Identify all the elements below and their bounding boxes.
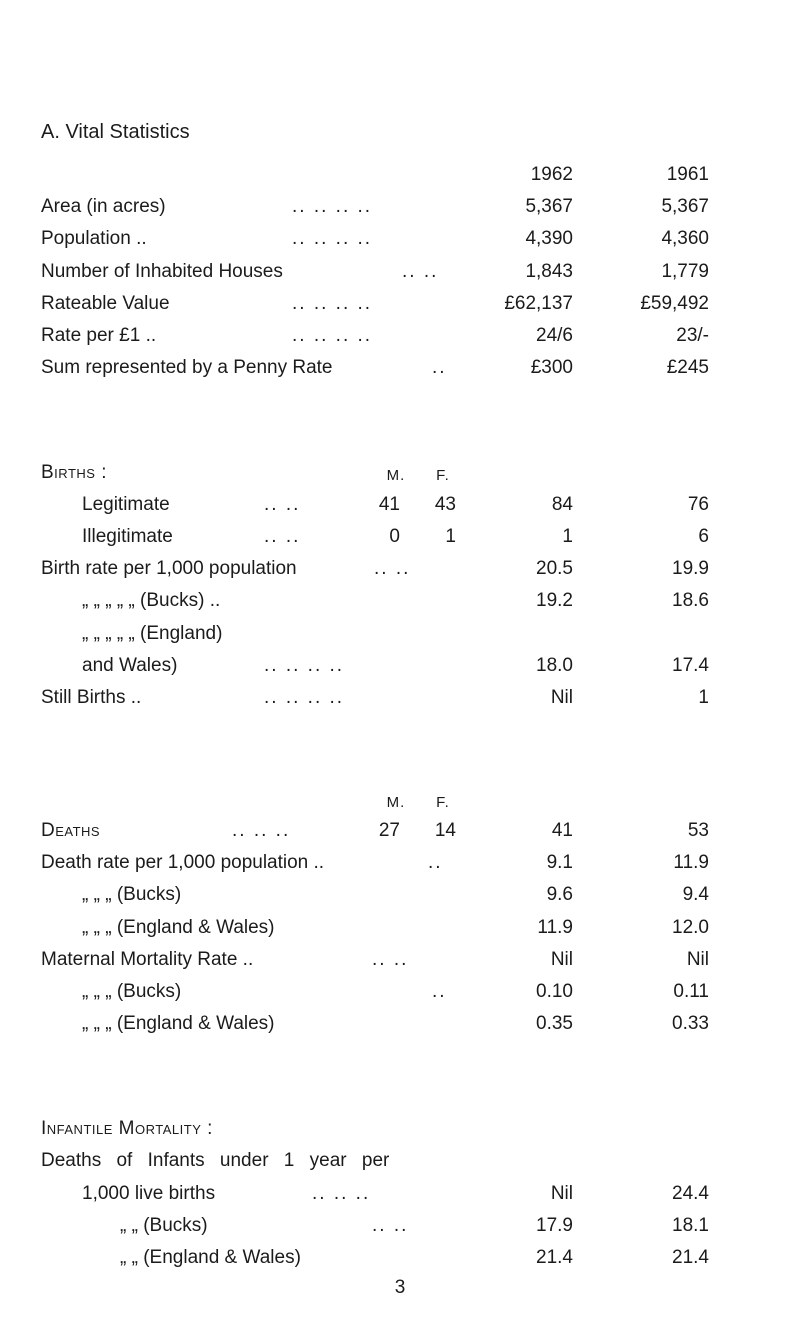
row-label-death-rate-bucks: „ „ „ (Bucks) (82, 884, 182, 905)
row-label-death-rate-england: „ „ „ (England & Wales) (82, 917, 275, 938)
leader-dots: .. .. .. (232, 820, 291, 841)
page-number: 3 (394, 1277, 406, 1298)
leader-dots: .. .. (264, 494, 301, 515)
value-1962: Nil (550, 687, 573, 708)
male-column-header: M. (386, 467, 406, 484)
row-label-infant-bucks: „ „ (Bucks) (120, 1215, 208, 1236)
value-1961: 4,360 (661, 228, 709, 249)
row-label-houses: Number of Inhabited Houses (41, 261, 283, 282)
leader-dots: .. .. .. .. (292, 293, 373, 314)
value-1961: 12.0 (672, 917, 709, 938)
value-1961: 18.6 (672, 590, 709, 611)
value-1962: 19.2 (536, 590, 573, 611)
value-1961: 6 (698, 526, 709, 547)
value-1961: 1 (698, 687, 709, 708)
row-label-legitimate: Legitimate (82, 494, 170, 515)
value-1962: 0.10 (536, 981, 573, 1002)
births-heading: Births : (41, 462, 107, 483)
value-1961: £245 (666, 357, 709, 378)
row-label-maternal-bucks: „ „ „ (Bucks) (82, 981, 182, 1002)
infantile-description: Deaths of Infants under 1 year per (41, 1150, 390, 1171)
male-column-header: M. (386, 794, 406, 811)
row-label-live-births: 1,000 live births (82, 1183, 216, 1204)
value-1961: 1,779 (661, 261, 709, 282)
value-1962: 0.35 (536, 1013, 573, 1034)
leader-dots: .. (428, 852, 443, 873)
value-1962: £300 (530, 357, 573, 378)
male-count: 27 (378, 820, 400, 841)
value-1962: 5,367 (525, 196, 573, 217)
value-1962: 9.1 (546, 852, 573, 873)
value-1962: 9.6 (546, 884, 573, 905)
leader-dots: .. .. (402, 261, 439, 282)
value-1962: 84 (551, 494, 573, 515)
row-label-area: Area (in acres) (41, 196, 166, 217)
value-1962: 24/6 (536, 325, 573, 346)
row-label-birth-rate-england: „ „ „ „ „ (England) (82, 623, 223, 644)
leader-dots: .. .. (264, 526, 301, 547)
value-1962: 4,390 (525, 228, 573, 249)
value-1961: 19.9 (672, 558, 709, 579)
row-label-birth-rate-bucks: „ „ „ „ „ (Bucks) .. (82, 590, 221, 611)
leader-dots: .. .. (372, 949, 409, 970)
leader-dots: .. .. .. .. (292, 196, 373, 217)
row-label-still-births: Still Births .. (41, 687, 142, 708)
female-count: 14 (434, 820, 456, 841)
leader-dots: .. .. .. .. (292, 228, 373, 249)
row-label-population: Population .. (41, 228, 147, 249)
leader-dots: .. (432, 357, 447, 378)
row-label-death-rate: Death rate per 1,000 population .. (41, 852, 325, 873)
value-1961: 0.11 (673, 981, 709, 1002)
year-header-1961: 1961 (666, 164, 709, 185)
female-column-header: F. (436, 467, 450, 484)
leader-dots: .. .. (372, 1215, 409, 1236)
value-1962: 17.9 (536, 1215, 573, 1236)
value-1961: 18.1 (672, 1215, 709, 1236)
female-count: 43 (434, 494, 456, 515)
value-1961: 5,367 (661, 196, 709, 217)
value-1961: 21.4 (672, 1247, 709, 1268)
value-1961: £59,492 (640, 293, 709, 314)
value-1961: Nil (686, 949, 709, 970)
row-label-infant-england: „ „ (England & Wales) (120, 1247, 301, 1268)
page-title: A. Vital Statistics (41, 121, 190, 143)
value-1961: 9.4 (682, 884, 709, 905)
value-1962: 41 (551, 820, 573, 841)
value-1961: 0.33 (672, 1013, 709, 1034)
value-1962: £62,137 (504, 293, 573, 314)
value-1961: 17.4 (672, 655, 709, 676)
value-1962: 1 (562, 526, 573, 547)
year-header-1962: 1962 (530, 164, 573, 185)
value-1961: 24.4 (672, 1183, 709, 1204)
leader-dots: .. (432, 981, 447, 1002)
row-label-birth-rate: Birth rate per 1,000 population (41, 558, 297, 579)
value-1962: 21.4 (536, 1247, 573, 1268)
row-label-rateable-value: Rateable Value (41, 293, 170, 314)
leader-dots: .. .. .. .. (292, 325, 373, 346)
female-column-header: F. (436, 794, 450, 811)
leader-dots: .. .. (374, 558, 411, 579)
value-1961: 53 (687, 820, 709, 841)
leader-dots: .. .. .. (312, 1183, 371, 1204)
value-1962: Nil (550, 949, 573, 970)
female-count: 1 (445, 526, 456, 547)
row-label-penny-rate: Sum represented by a Penny Rate (41, 357, 333, 378)
male-count: 41 (378, 494, 400, 515)
value-1961: 11.9 (673, 852, 709, 873)
infantile-mortality-heading: Infantile Mortality : (41, 1118, 213, 1139)
value-1962: Nil (550, 1183, 573, 1204)
leader-dots: .. .. .. .. (264, 687, 345, 708)
row-label-rate-per-pound: Rate per £1 .. (41, 325, 157, 346)
row-label-maternal-mortality: Maternal Mortality Rate .. (41, 949, 254, 970)
male-count: 0 (389, 526, 400, 547)
row-label-illegitimate: Illegitimate (82, 526, 173, 547)
value-1962: 20.5 (536, 558, 573, 579)
value-1962: 1,843 (525, 261, 573, 282)
value-1962: 18.0 (536, 655, 573, 676)
leader-dots: .. .. .. .. (264, 655, 345, 676)
row-label-and-wales: and Wales) (82, 655, 178, 676)
value-1961: 76 (687, 494, 709, 515)
row-label-maternal-england: „ „ „ (England & Wales) (82, 1013, 275, 1034)
value-1961: 23/- (676, 325, 709, 346)
row-label-deaths: Deaths (41, 820, 101, 841)
value-1962: 11.9 (537, 917, 573, 938)
